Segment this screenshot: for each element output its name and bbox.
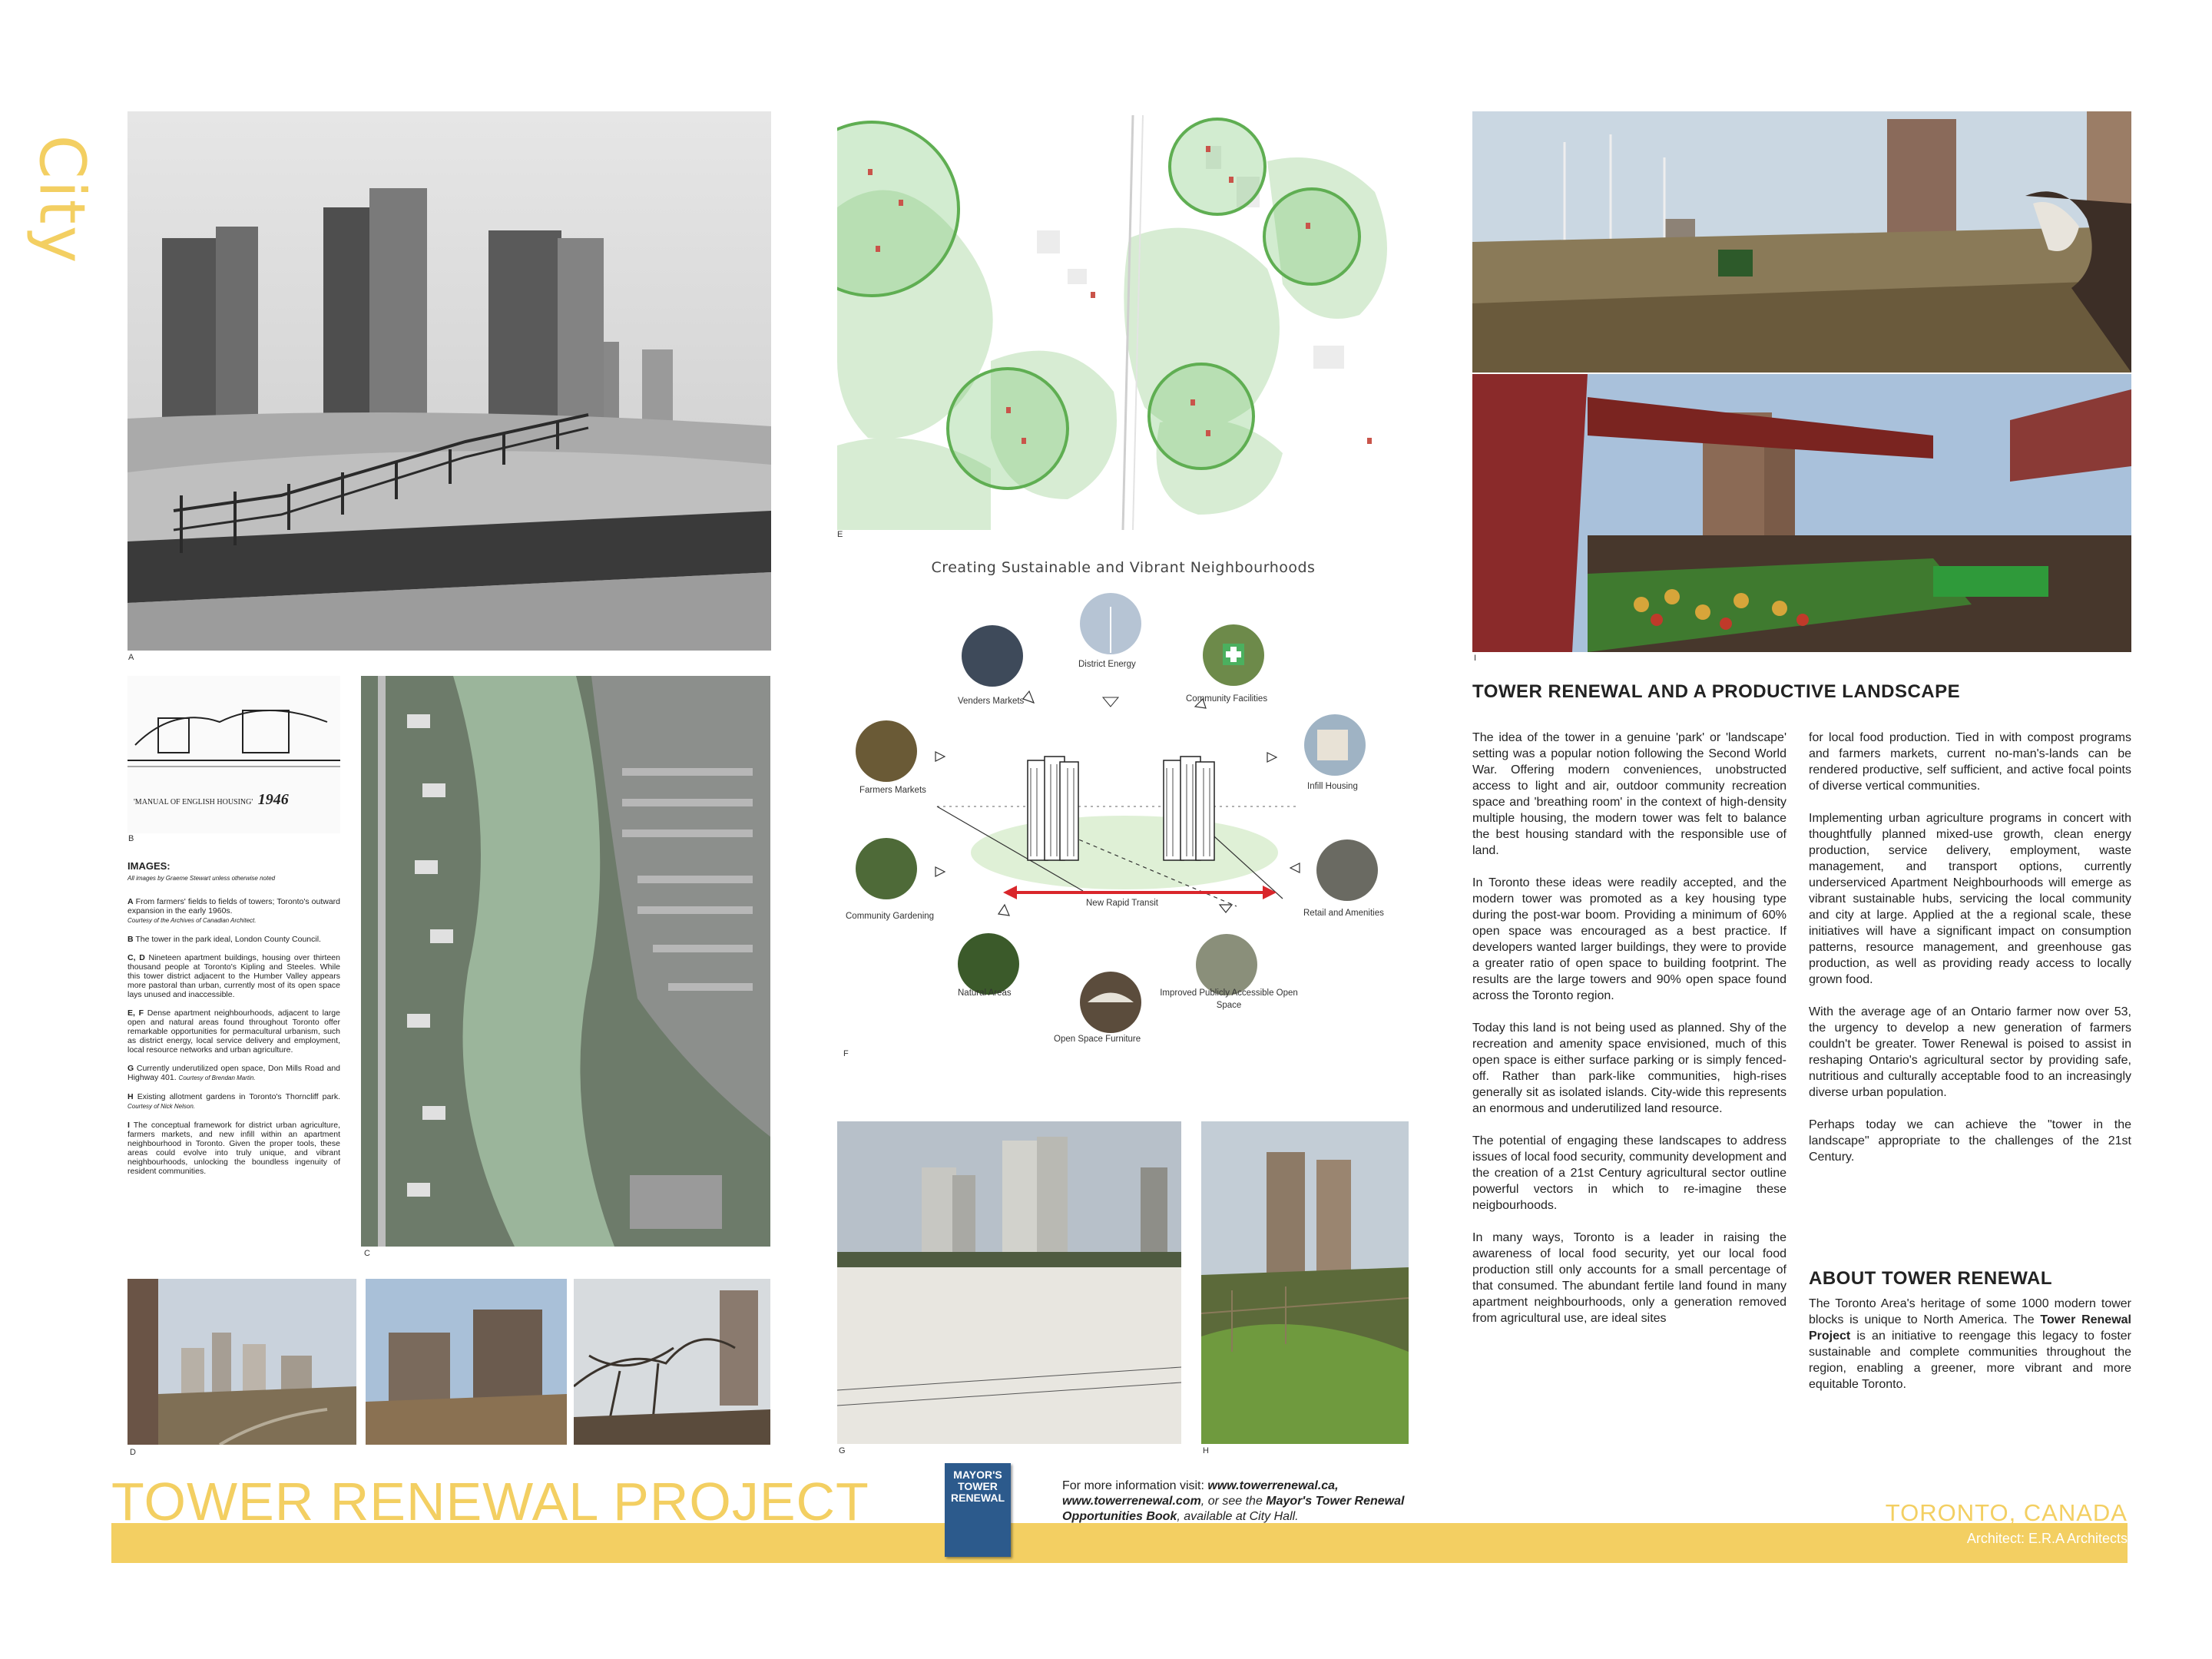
node-farmers-markets: [856, 720, 917, 782]
node-label-improved-open-space: Improved Publicly Accessible Open Space: [1160, 988, 1298, 1010]
node-infill-housing: [1304, 714, 1366, 776]
node-community-facilities: [1203, 624, 1264, 686]
label-c: C: [364, 1249, 370, 1258]
transit-label: New Rapid Transit: [1086, 899, 1158, 908]
image-d1: [127, 1279, 356, 1445]
label-a: A: [128, 653, 134, 662]
node-label-community-facilities: Community Facilities: [1186, 694, 1268, 704]
node-district-energy: [1080, 593, 1141, 707]
paragraph: Today this land is not being used as planned. Shy of the recreation and amenity space envisioned, much of this open space is either surface parking or is simply fenced-off. Rather than park-like communities, high-rises generally sit as isolated islands. City-wide this represents an enormous and underutilized land resource.: [1472, 1022, 1786, 1115]
node-label-natural-areas: Natural Areas: [958, 988, 1012, 998]
note-i: I The conceptual framework for district urban agriculture, farmers markets, and new infill within an apartment neighbourhood in Toronto. Given the proper tools, these areas could evolve into truly unique, and vibrant neighbourhoods, unlocking the boundless ingenuity of resident communities.: [127, 1121, 340, 1176]
diagram-graphic: [837, 584, 1409, 1060]
image-notes-heading: IMAGES:: [127, 860, 171, 872]
node-label-farmers-markets: Farmers Markets: [859, 786, 926, 795]
node-label-retail-amenities: Retail and Amenities: [1303, 909, 1384, 918]
image-i-urban-farm: [1472, 111, 2131, 373]
diagram-title: Creating Sustainable and Vibrant Neighbourhoods: [931, 559, 1316, 576]
b-caption: 'MANUAL OF ENGLISH HOUSING' 1946: [134, 791, 289, 808]
footer-location: TORONTO, CANADA: [1885, 1499, 2128, 1526]
image-d2: [366, 1279, 567, 1445]
label-i: I: [1474, 654, 1477, 663]
label-d: D: [130, 1448, 136, 1457]
paragraph: Implementing urban agriculture programs in concert with thoughtfully planned mixed-use growth, clean energy production, service delivery, employment, waste management, and transport options, currently underserviced Apartment Neighbourhoods will emerge as vibrant sustainable hubs, servicing the local community and city at large. Applied at the a regional scale, these initiatives will have a significant impact on consumption patterns, resource management, and greenhouse gas production, as well as providing ready access to locally grown food.: [1809, 812, 2131, 986]
node-label-district-energy: District Energy: [1078, 660, 1136, 669]
image-notes-credit: All images by Graeme Stewart unless otherwise noted: [127, 875, 276, 882]
book-cover: MAYOR'S TOWER RENEWAL: [945, 1463, 1011, 1557]
link-towerrenewal-ca[interactable]: www.towerrenewal.ca,: [1207, 1479, 1339, 1492]
note-g: G Currently underutilized open space, Don Mills Road and Highway 401. Courtesy of Brendan Martin.: [127, 1064, 341, 1082]
about-text: [1809, 1296, 2131, 1392]
side-word-city: City: [25, 134, 98, 265]
note-a: A From farmers' fields to fields of towers; Toronto's outward expansion in the early 1960s. Courtesy of the Archives of Canadian Architect.: [127, 897, 341, 924]
tower-right: [1164, 757, 1214, 860]
note-b: B The tower in the park ideal, London County Council.: [127, 935, 321, 944]
label-g: G: [839, 1446, 846, 1455]
image-i-farmers-market: [1472, 374, 2131, 652]
image-a-towers-fields: [127, 111, 771, 651]
note-e-f: E, F Dense apartment neighbourhoods, adjacent to large open and natural areas found throughout Toronto offer remarkable opportunities for permacultural urbanism, such as district energy, local service delivery and employment, local resource networks and urban agriculture.: [127, 1008, 340, 1055]
node-label-infill-housing: Infill Housing: [1307, 782, 1358, 791]
paragraph: With the average age of an Ontario farmer now over 53, the urgency to develop a new generation of farmers couldn't be greater. Tower Renewal is poised to assist in reshaping Ontario's agricultural sector by providing safe, nutritious and culturally acceptable food to an increasingly diverse urban population.: [1809, 1005, 2131, 1099]
image-notes: [127, 862, 340, 1185]
note-c-d: C, D Nineteen apartment buildings, housing over thirteen thousand people at Toronto's Kipling and Steeles. While this tower district adjacent to the Humber Valley appears more pastoral than urban, currently most of its open space lays unused and inaccessible.: [127, 953, 340, 999]
node-label-community-gardening: Community Gardening: [846, 912, 935, 921]
paragraph: The idea of the tower in a genuine 'park' or 'landscape' setting was a popular notion following the Second World War. Offering modern conveniences, unobstructed access to light and air, outdoor community recreation space and 'breathing room' in the context of high-density multiple housing, the modern tower was felt to balance the best housing standard with the responsible use of land.: [1472, 731, 1786, 857]
project-title: TOWER RENEWAL PROJECT: [111, 1472, 869, 1532]
label-e: E: [837, 530, 843, 539]
node-venders-markets: [962, 625, 1023, 687]
label-h: H: [1203, 1446, 1209, 1455]
paragraph: In Toronto these ideas were readily accepted, and the modern tower was promoted as a key housing type during the post-war boom. Providing a minimum of 60% open space was encouraged as a best practice. If developers wanted larger buildings, they were to provide a greater ratio of open space to building footprint. The results are the large towers and 90% open space found across the Toronto region.: [1472, 876, 1786, 1002]
footer-info: For more information visit: www.towerrenewal.ca, www.towerrenewal.com, or see the Mayor's Tower Renewal Opportunities Book, available at City Hall.: [1062, 1479, 1405, 1523]
node-improved-open-space: [1196, 934, 1257, 995]
paragraph: In many ways, Toronto is a leader in raising the awareness of local food security, yet our local food production still only accounts for a small percentage of that consumed. The abundant fertile land found in many apartment neighbourhoods, only a generation removed from agricultural use, are ideal sites: [1472, 1231, 1786, 1325]
image-g-open-space: [837, 1121, 1181, 1444]
about-paragraph: The Toronto Area's heritage of some 1000 modern tower blocks is unique to North America. The Tower Renewal Project is an initiative to reengage this legacy to foster sustainable and complete communities throughout the region, enabling a greener, more vibrant and more equitable Toronto.: [1809, 1297, 2131, 1391]
image-h-allotment: [1201, 1121, 1409, 1444]
node-natural-areas: [958, 933, 1019, 995]
paragraph: Perhaps today we can achieve the "tower in the landscape" appropriate to the challenges of the 21st Century.: [1809, 1118, 2131, 1164]
label-f: F: [843, 1049, 849, 1058]
image-d3: [574, 1279, 770, 1445]
node-label-venders-markets: Venders Markets: [958, 697, 1025, 706]
note-h: H Existing allotment gardens in Toronto's Thorncliff park. Courtesy of Nick Nelson.: [127, 1092, 340, 1110]
node-retail-amenities: [1316, 839, 1378, 901]
article-col-1: [1472, 730, 1786, 1326]
paragraph: for local food production. Tied in with compost programs and farmers markets, current no-man's-lands can be rendered productive, self sufficient, and active focal points of diverse vertical communities.: [1809, 731, 2131, 793]
link-towerrenewal-com[interactable]: www.towerrenewal.com: [1062, 1495, 1201, 1508]
node-open-space-furniture: [1080, 972, 1141, 1033]
node-community-gardening: [856, 838, 917, 899]
about-heading: ABOUT TOWER RENEWAL: [1809, 1268, 2053, 1289]
label-b: B: [128, 834, 134, 843]
image-b-tower-park-sketch: [127, 676, 340, 833]
footer-architect: Architect: E.R.A Architects: [1966, 1531, 2128, 1546]
article-col-2: [1809, 730, 2131, 1181]
paragraph: The potential of engaging these landscapes to address issues of local food security, community development and the creation of a 21st Century agricultural sector outline powerful vectors in which to re-imagine these neigbourhoods.: [1472, 1134, 1786, 1212]
image-c-aerial: [361, 676, 770, 1247]
image-e-map: [837, 115, 1409, 530]
tower-left: [1028, 757, 1078, 860]
node-label-open-space-furniture: Open Space Furniture: [1054, 1035, 1141, 1044]
article-heading: TOWER RENEWAL AND A PRODUCTIVE LANDSCAPE: [1472, 681, 1961, 702]
